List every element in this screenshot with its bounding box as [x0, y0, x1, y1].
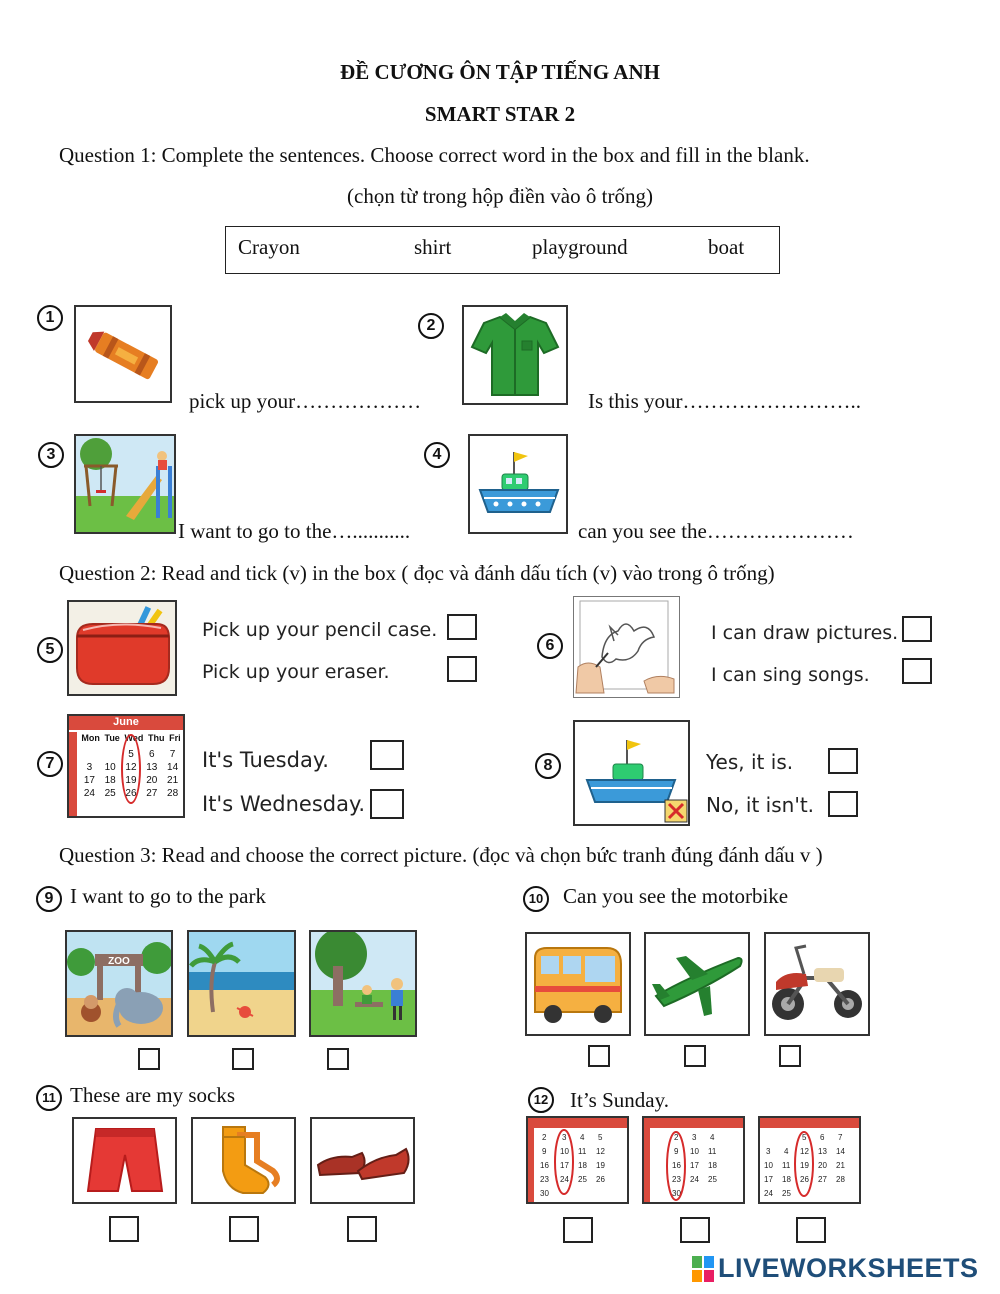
svg-text:4: 4	[710, 1133, 715, 1142]
tick-box[interactable]	[828, 748, 858, 774]
svg-text:4: 4	[580, 1133, 585, 1142]
svg-text:18: 18	[782, 1175, 791, 1184]
svg-text:3: 3	[562, 1133, 567, 1142]
svg-text:23: 23	[540, 1175, 549, 1184]
item-number: 9	[36, 886, 62, 912]
calendar-day: Mon	[81, 733, 100, 743]
svg-text:17: 17	[764, 1175, 773, 1184]
question1-instruction-vi: (chọn từ trong hộp điền vào ô trống)	[347, 184, 653, 208]
svg-text:5: 5	[802, 1133, 807, 1142]
page-subtitle: SMART STAR 2	[424, 102, 576, 126]
tick-box[interactable]	[370, 789, 404, 819]
item-number: 1	[37, 305, 63, 331]
svg-text:12: 12	[596, 1147, 605, 1156]
calendar-month: June	[113, 716, 139, 728]
word-box	[225, 226, 780, 274]
tick-box[interactable]	[684, 1045, 706, 1067]
svg-text:27: 27	[818, 1175, 827, 1184]
svg-text:26: 26	[800, 1175, 809, 1184]
tick-box[interactable]	[902, 658, 932, 684]
word-box-item: shirt	[414, 235, 452, 259]
calendar-icon: June Mon Tue Wed Thu Fri 5 6 7 3 10 12 13 14 17 18 19 20 21 24 25 26 27 28	[67, 714, 185, 818]
svg-text:11: 11	[782, 1161, 791, 1170]
option-text: It's Tuesday.	[202, 748, 329, 772]
liveworksheets-logo-icon	[692, 1256, 714, 1282]
item-number: 6	[537, 633, 563, 659]
question1-instruction: Question 1: Complete the sentences. Choose correct word in the box and fill in the blank.	[59, 143, 810, 167]
crayon-icon	[74, 305, 172, 403]
item-number: 12	[528, 1087, 554, 1113]
tick-box[interactable]	[370, 740, 404, 770]
sentence: These are my socks	[70, 1083, 236, 1107]
svg-text:3: 3	[692, 1133, 697, 1142]
zoo-icon	[65, 930, 173, 1037]
item-number: 7	[37, 751, 63, 777]
question2-instruction: Question 2: Read and tick (v) in the box ( đọc và đánh dấu tích (v) vào trong ô trống)	[59, 561, 775, 585]
option-text: Pick up your pencil case.	[202, 619, 438, 641]
boat-icon	[468, 434, 568, 534]
tick-box[interactable]	[680, 1217, 710, 1243]
zoo-sign: ZOO	[108, 956, 130, 967]
option-text: Yes, it is.	[706, 750, 794, 774]
calendar-sunday-icon	[642, 1116, 745, 1204]
calendar-wednesday-icon	[758, 1116, 861, 1204]
calendar-monday-icon	[526, 1116, 629, 1204]
svg-text:9: 9	[542, 1147, 547, 1156]
tick-box[interactable]	[828, 791, 858, 817]
option-text: Pick up your eraser.	[202, 661, 390, 683]
option-text: It's Wednesday.	[202, 792, 366, 816]
calendar-day: Tue	[104, 733, 120, 743]
tick-box[interactable]	[779, 1045, 801, 1067]
svg-text:12: 12	[800, 1147, 809, 1156]
sentence: It’s Sunday.	[570, 1088, 669, 1112]
tick-box[interactable]	[588, 1045, 610, 1067]
tick-box[interactable]	[109, 1216, 139, 1242]
svg-text:3: 3	[766, 1147, 771, 1156]
svg-text:11: 11	[708, 1147, 717, 1156]
item-number: 5	[37, 637, 63, 663]
item-number: 4	[424, 442, 450, 468]
tick-box[interactable]	[138, 1048, 160, 1070]
svg-text:26: 26	[596, 1175, 605, 1184]
svg-text:9: 9	[674, 1147, 679, 1156]
bus-icon	[525, 932, 631, 1036]
svg-text:17: 17	[560, 1161, 569, 1170]
svg-text:25: 25	[782, 1189, 791, 1198]
svg-text:25: 25	[578, 1175, 587, 1184]
tick-box[interactable]	[447, 656, 477, 682]
sentence: Is this your……………………..	[588, 389, 861, 413]
svg-text:18: 18	[578, 1161, 587, 1170]
tick-box[interactable]	[796, 1217, 826, 1243]
option-text: No, it isn't.	[706, 793, 815, 817]
svg-text:19: 19	[800, 1161, 809, 1170]
tick-box[interactable]	[229, 1216, 259, 1242]
svg-text:14: 14	[836, 1147, 845, 1156]
red-circle	[121, 733, 144, 804]
svg-text:21: 21	[836, 1161, 845, 1170]
item-number: 10	[523, 886, 549, 912]
option-text: I can sing songs.	[711, 664, 870, 686]
svg-text:24: 24	[690, 1175, 699, 1184]
svg-text:24: 24	[764, 1189, 773, 1198]
sentence: I want to go to the park	[70, 884, 266, 908]
liveworksheets-logo: LIVEWORKSHEETS	[718, 1253, 979, 1283]
svg-text:10: 10	[690, 1147, 699, 1156]
svg-text:10: 10	[764, 1161, 773, 1170]
tick-box[interactable]	[327, 1048, 349, 1070]
svg-text:2: 2	[542, 1133, 547, 1142]
shoes-icon	[310, 1117, 415, 1204]
svg-text:4: 4	[784, 1147, 789, 1156]
tick-box[interactable]	[902, 616, 932, 642]
airplane-icon	[644, 932, 750, 1036]
drawing-icon	[573, 596, 680, 698]
svg-text:30: 30	[540, 1189, 549, 1198]
svg-text:20: 20	[818, 1161, 827, 1170]
svg-text:28: 28	[836, 1175, 845, 1184]
svg-text:2: 2	[674, 1133, 679, 1142]
sentence: can you see the…………………	[578, 519, 854, 543]
item-number: 2	[418, 313, 444, 339]
svg-text:18: 18	[708, 1161, 717, 1170]
socks-icon	[191, 1117, 296, 1204]
boat-icon	[573, 720, 690, 826]
svg-text:17: 17	[690, 1161, 699, 1170]
svg-text:16: 16	[540, 1161, 549, 1170]
tick-box[interactable]	[232, 1048, 254, 1070]
pencil-case-icon	[67, 600, 177, 696]
svg-text:10: 10	[560, 1147, 569, 1156]
svg-text:23: 23	[672, 1175, 681, 1184]
shorts-icon	[72, 1117, 177, 1204]
svg-text:13: 13	[818, 1147, 827, 1156]
word-box-item: playground	[532, 235, 628, 259]
svg-text:6: 6	[820, 1133, 825, 1142]
sentence: I want to go to the…...........	[178, 519, 411, 543]
word-box-item: Crayon	[238, 235, 300, 259]
svg-text:30: 30	[672, 1189, 681, 1198]
tick-box[interactable]	[447, 614, 477, 640]
option-text: I can draw pictures.	[711, 622, 899, 644]
tick-box[interactable]	[563, 1217, 593, 1243]
tick-box[interactable]	[347, 1216, 377, 1242]
svg-text:19: 19	[596, 1161, 605, 1170]
svg-text:16: 16	[672, 1161, 681, 1170]
park-icon	[309, 930, 417, 1037]
svg-text:25: 25	[708, 1175, 717, 1184]
item-number: 3	[38, 442, 64, 468]
beach-icon	[187, 930, 296, 1037]
word-box-item: boat	[708, 235, 745, 259]
motorbike-icon	[764, 932, 870, 1036]
item-number: 11	[36, 1085, 62, 1111]
sentence: Can you see the motorbike	[563, 884, 789, 908]
calendar-day: Fri	[169, 733, 181, 743]
calendar-day: Wed	[124, 733, 144, 743]
calendar-day: Thu	[147, 733, 165, 743]
sentence: pick up your………………	[189, 389, 422, 413]
page-title: ĐỀ CƯƠNG ÔN TẬP TIẾNG ANH	[340, 60, 660, 84]
playground-icon	[74, 434, 176, 534]
shirt-icon	[462, 305, 568, 405]
item-number: 8	[535, 753, 561, 779]
svg-text:5: 5	[598, 1133, 603, 1142]
question3-instruction: Question 3: Read and choose the correct picture. (đọc và chọn bức tranh đúng đánh dấu v )	[59, 843, 823, 867]
svg-text:7: 7	[838, 1133, 843, 1142]
svg-text:11: 11	[578, 1147, 587, 1156]
svg-text:24: 24	[560, 1175, 569, 1184]
